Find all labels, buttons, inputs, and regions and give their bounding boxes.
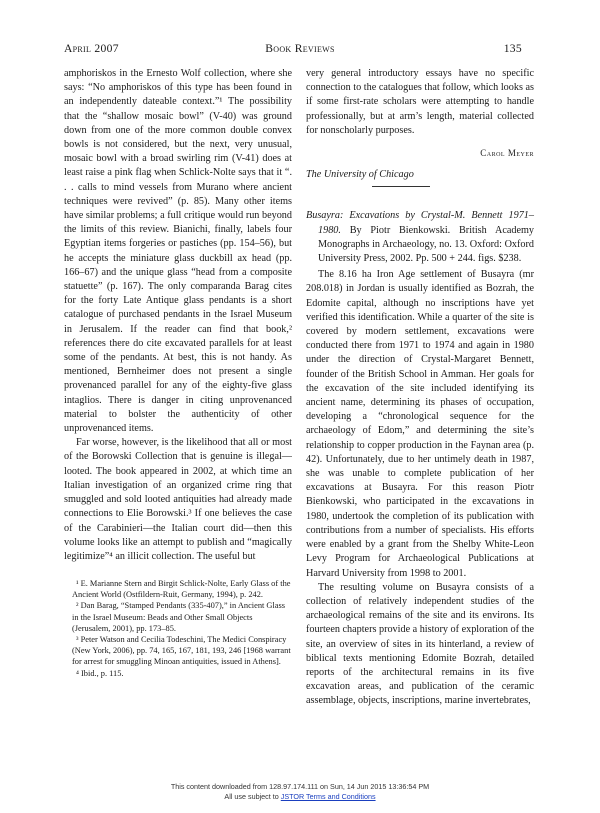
right-column [306,67,534,709]
reviewer-affiliation: The University of Chicago [306,169,414,181]
download-footer [0,782,600,802]
left-column [64,67,292,564]
body-paragraph: The 8.16 ha Iron Age settlement of Busayra (mr 208.018) in Jordan is usually identified as Bozrah, the Edomite capital, although no inscriptions have yet verified this identification. While a quarter of the site is covered by modern settlement, excavations were conducted there from 1971 to 1974 and again in 1980 under the direction of Crystal-Margaret Bennett, founder of the British School in Amman. Her goals for the excavation of the site included identifying its ancient name, determining its phases of occupation, developing a “chronological sequence for the archaeology of Edom,” and determining the site’s relationship to copper production in the Faynan area (p. 42). Unfortunately, due to her untimely death in 1987, she was unable to complete publication of her excavations at Busayra. For this reason Piotr Bienkowski, who participated in the excavations in 1980, undertook the completion of its publication with contributions from a number of specialists. His efforts were enabled by a grant from the Shelby White-Leon Levy Program for Archaeological Publications at Harvard University from 1998 to 2001. [306,269,534,579]
book-citation [306,209,534,266]
page-number: 135 [503,42,522,55]
footnote: ³ Peter Watson and Cecilia Todeschini, The Medici Conspiracy (New York, 2006), pp. 74, 165, 167, 181, 193, 246 [1968 warrant for arrest for smuggling Minoan antiquities, issued in Athens]. [72,635,291,667]
section-divider [372,186,430,187]
footnote: ⁴ Ibid., p. 115. [76,668,124,678]
footnotes [64,578,292,679]
jstor-terms-link[interactable]: JSTOR Terms and Conditions [280,792,376,801]
reviewer-name: Carol Meyer [480,148,534,159]
running-header-date: April 2007 [64,42,119,55]
book-title: Busayra: Excavations by Crystal-M. Bennett 1971–1980. [306,210,534,236]
body-paragraph: Far worse, however, is the likelihood that all or most of the Borowski Collection that is genuine is illegal—looted. The book appeared in 2002, at which time an Italian investigation of an organized crime ring that smuggled and sold looted antiquities had already made connections to Elie Borowski.³ If one believes the case of the Carabinieri—the Italian court did—then this volume looks like an attempt to publish and “magically legitimize”⁴ an illicit collection. The useful but [64,437,292,562]
running-header-section: Book Reviews [265,42,335,55]
body-paragraph: The resulting volume on Busayra consists of a collection of relatively independent studies of the archaeological remains of the site and its environs. Its fourteen chapters provide a history of exploration of the site, an overview of sites in its hinterland, a review of biblical texts mentioning Edomite Bozrah, detailed reports of the architectural remains in its five excavation areas, and publication of the ceramic assemblage, objects, inscriptions, marine invertebrates, [306,581,535,707]
footnote: ² Dan Barag, “Stamped Pendants (335-407),” in Ancient Glass in the Israel Museum: Beads and Other Small Objects (Jerusalem, 2001), pp. 173–85. [72,601,286,633]
terms-prefix: All use subject to [224,792,281,801]
book-details: By Piotr Bienkowski. British Academy Monographs in Archaeology, no. 13. Oxford: Oxford University Press, 2002. Pp. 500 + 244. figs. $238. [318,224,534,265]
review-continuation: very general introductory essays have no specific connection to the catalogues that follow, which looks as if some first-rate scholars were attempting to handle professionally, but at arm’s length, material collected for nonscholarly purposes. [306,68,534,136]
download-notice: This content downloaded from 128.97.174.111 on Sun, 14 Jun 2015 13:36:54 PM [170,782,430,791]
body-paragraph: amphoriskos in the Ernesto Wolf collection, where she says: “No amphoriskos of this type has been found in an independently dateable context.”¹ The possibility that the “shallow mosaic bowl” (V-40) was ground down from one of the more common double convex bowls is not considered, but the next, very unusual, mosaic bowl with a broad swirling rim (V-41) does at least raise a pink flag when Schlick-Nolte says that it “. . . calls to mind vessels from Murano where ancient techniques were revived” (p. 85). Many other items have similar problems; a full critique would run beyond the limits of this review. Bianichi, finally, labels four Egyptian items forgeries or pastiches (pp. 154–56), but he accepts the miniature glass duckbill ax head (pp. 166–67) and the unique glass “head from a composite statuette” (p. 167). The only comparanda Barag cites for the forty Late Antique glass pendants is a short catalogue of purchased pendants in the Israel Museum in Jerusalem. If the reader can find that book,² references there do cite excavated parallels for at least some of the pendants. At best, this is not handy. As mentioned, Bernheimer does not present a single provenanced parallel for any of the eighty-five glass intaglios. There is danger in citing unprovenanced material to bolster the authenticity of other unprovenanced items. [64,68,292,435]
terms-line [0,792,600,802]
footnote: ¹ E. Marianne Stern and Birgit Schlick-Nolte, Early Glass of the Ancient World (Ostfildern-Ruit, Germany, 1994), p. 242. [72,579,291,600]
